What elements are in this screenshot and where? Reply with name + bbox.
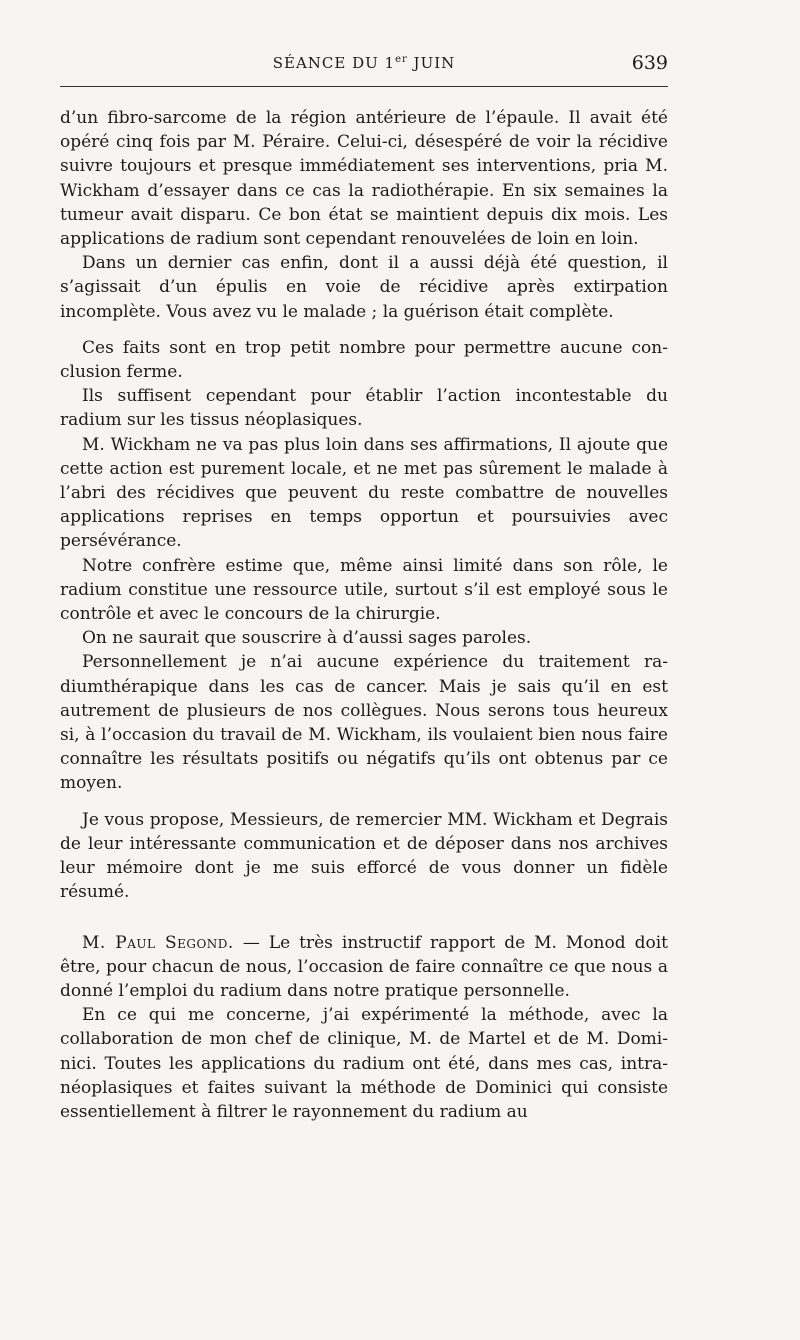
header-title-superscript: er [395, 54, 408, 65]
paragraph: Ils suffisent cependant pour établir l’action incontestable du radium sur les tissus néoplasiques. [60, 386, 668, 431]
paragraph: Notre confrère estime que, même ainsi limité dans son rôle, le radium constitue une ressource utile, surtout s’il est employé sous le contrôle et avec le concours de la chirurgie. [60, 555, 668, 625]
paragraph: M. Wickham ne va pas plus loin dans ses affirmations, Il ajoute que cette action est purement locale, et ne met pas sûrement le malade à l’abri des récidives que peuvent du reste combattre de nouvelles applications reprises en temps opportun et poursuivies avec persévérance. [60, 434, 668, 552]
header-title-month: JUIN [407, 54, 456, 72]
header-rule [60, 86, 668, 87]
body-text [60, 106, 668, 1124]
speaker-text: — Le très instructif rapport de M. Monod doit être, pour chacun de nous, l’occasion de faire connaître ce que nous a donné l’emploi du radium dans notre pratique personnelle. [60, 932, 669, 1001]
paragraph: Dans un dernier cas enfin, dont il a aussi déjà été question, il s’agissait d’un épulis en voie de récidive après extirpation incomplète. Vous avez vu le malade ; la guérison était complète. [60, 253, 668, 322]
segond-paragraph [60, 931, 668, 1004]
paragraph: En ce qui me concerne, j’ai expérimenté la méthode, avec la collaboration de mon chef de clinique, M. de Martel et de M. Dominici. Toutes les applications du radium ont été, dans mes cas, intra-néoplasiques et faites suivant la méthode de Dominici qui consiste essentiellement à filtrer le rayonnement du radium au [60, 1005, 668, 1122]
page-number: 639 [631, 52, 668, 74]
paragraph: On ne saurait que souscrire à d’aussi sages paroles. [82, 628, 532, 649]
paragraph: Ces faits sont en trop petit nombre pour permettre aucune conclusion ferme. [60, 337, 668, 383]
header-title [60, 54, 668, 72]
header-title-main: SÉANCE DU 1 [272, 54, 396, 72]
speaker-name: M. Paul Segond. [82, 932, 234, 953]
paragraph: Je vous propose, Messieurs, de remercier MM. Wickham et Degrais de leur intéressante communication et de déposer dans nos archives leur mémoire dont je me suis efforcé de vous donner un fidèle résumé. [60, 809, 668, 903]
running-header [60, 52, 668, 82]
paragraph: Personnellement je n’ai aucune expérience du traitement radiumthérapique dans les cas de cancer. Mais je sais qu’il en est autrement de plusieurs de nos collègues. Nous serons tous heureux si, à l’occasion du travail de M. Wickham, ils voulaient bien nous faire connaître les résultats positifs ou négatifs qu’ils ont obtenus par ce moyen. [60, 652, 668, 794]
paragraph: d’un fibro-sarcome de la région antérieure de l’épaule. Il avait été opéré cinq fois par M. Péraire. Celui-ci, désespéré de voir la récidive suivre toujours et presque immédiatement ses interventions, pria M. Wickham d’essayer dans ce cas la radiothérapie. En six semaines la tumeur avait disparu. Ce bon état se maintient depuis dix mois. Les applications de radium sont cependant renouvelées de loin en loin. [60, 108, 668, 250]
